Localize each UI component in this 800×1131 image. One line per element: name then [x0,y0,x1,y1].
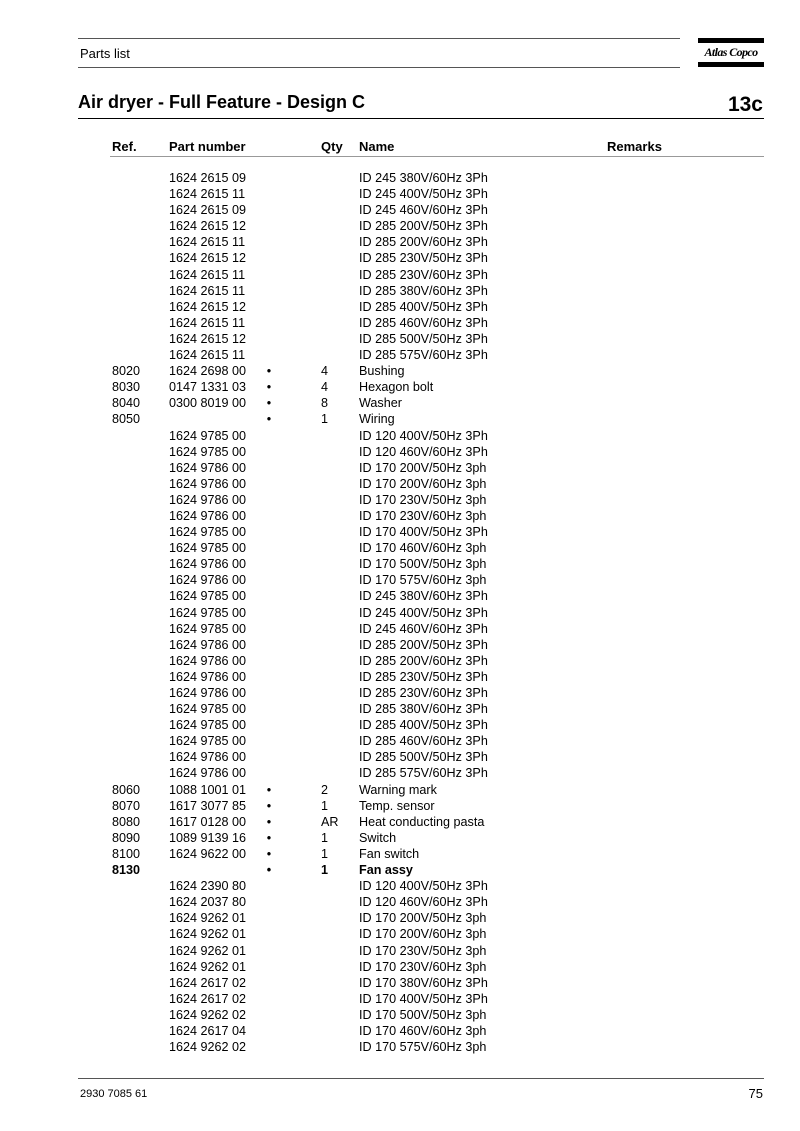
table-row [0,588,800,604]
part-number-cell: 1624 9786 00 [169,686,247,700]
table-row [0,926,800,942]
name-cell: Warning mark [359,782,437,797]
logo-bottom-bar [698,62,764,67]
qty-cell: 1 [321,798,329,813]
part-number-cell: 1088 1001 01 [169,782,247,797]
name-cell: Temp. sensor [359,798,435,813]
name-cell: ID 170 400V/50Hz 3Ph [359,991,488,1006]
ref-cell: 8020 [112,364,141,379]
table-row [0,234,800,250]
header-bottom-rule [78,67,680,68]
part-number-cell: 1624 9785 00 [169,734,247,749]
part-number-cell: 1624 2698 00 [169,364,247,379]
ref-cell: 8030 [112,380,141,395]
table-row [0,910,800,926]
name-cell: ID 170 575V/60Hz 3ph [359,573,487,588]
table-row [0,733,800,749]
part-number-cell: 1624 9786 00 [169,573,247,588]
name-cell: Washer [359,396,402,411]
name-cell: ID 170 200V/50Hz 3ph [359,460,487,475]
name-cell: ID 170 500V/50Hz 3ph [359,1007,487,1022]
name-cell: ID 245 460V/60Hz 3Ph [359,203,488,218]
part-number-cell: 1624 9785 00 [169,605,247,620]
ref-cell: 8060 [112,782,141,797]
part-number-cell: 1624 9785 00 [169,718,247,733]
bullet-marker: • [266,380,272,395]
table-row [0,444,800,460]
name-cell: Fan switch [359,846,420,861]
table-row [0,186,800,202]
table-row [0,975,800,991]
name-cell: ID 170 230V/60Hz 3ph [359,959,487,974]
table-row [0,814,800,830]
part-number-cell: 1624 9785 00 [169,525,247,540]
table-row [0,411,800,427]
table-row [0,637,800,653]
table-row [0,508,800,524]
part-number-cell: 1624 9622 00 [169,846,247,861]
table-row [0,894,800,910]
name-cell: ID 120 460V/60Hz 3Ph [359,444,488,459]
table-row [0,621,800,637]
bullet-marker: • [266,814,272,829]
name-cell: ID 285 200V/50Hz 3Ph [359,219,488,234]
part-number-cell: 1624 2615 09 [169,171,247,185]
table-row [0,460,800,476]
part-number-cell: 1624 2615 12 [169,331,247,346]
part-number-cell: 1624 2615 12 [169,299,247,314]
qty-cell: 4 [321,364,329,379]
table-row [0,395,800,411]
table-row [0,846,800,862]
section-number: 13c [727,93,763,116]
qty-cell: 1 [321,412,329,427]
table-row [0,218,800,234]
table-row [0,798,800,814]
table-row [0,476,800,492]
part-number-cell: 1624 2615 11 [169,283,246,298]
name-cell: ID 170 575V/60Hz 3ph [359,1040,487,1055]
name-cell: ID 170 460V/60Hz 3ph [359,1023,487,1038]
name-cell: ID 285 230V/60Hz 3Ph [359,267,488,282]
name-cell: ID 285 200V/60Hz 3Ph [359,235,488,250]
col-name-header: Name [359,139,395,154]
name-cell: ID 285 230V/60Hz 3Ph [359,686,488,700]
table-row [0,749,800,765]
name-cell: ID 120 400V/50Hz 3Ph [359,428,488,443]
name-cell: ID 170 500V/50Hz 3ph [359,557,487,572]
name-cell: ID 285 400V/50Hz 3Ph [359,299,488,314]
part-number-cell: 1624 9786 00 [169,508,247,523]
page-title: Air dryer - Full Feature - Design C [78,92,366,112]
name-cell: ID 170 230V/60Hz 3ph [359,508,487,523]
table-row [0,1023,800,1039]
part-number-cell: 1624 9786 00 [169,476,247,491]
header-label: Parts list [80,46,130,61]
qty-cell: AR [321,814,339,829]
part-number-cell: 1624 2615 11 [169,348,246,363]
part-number-cell: 1624 9786 00 [169,460,247,475]
qty-cell: 2 [321,782,329,797]
name-cell: ID 285 230V/50Hz 3Ph [359,251,488,266]
table-row [0,524,800,540]
part-number-cell: 1624 2615 12 [169,219,247,234]
table-row [0,878,800,894]
ref-cell: 8130 [112,863,141,878]
table-row [0,283,800,299]
table-row [0,379,800,395]
table-row [0,267,800,283]
bullet-marker: • [266,412,272,427]
column-header-rule [110,156,764,157]
bullet-marker: • [266,830,272,845]
part-number-cell: 1624 9786 00 [169,492,247,507]
part-number-cell: 1624 2617 02 [169,991,247,1006]
name-cell: ID 285 460V/60Hz 3Ph [359,734,488,749]
table-row [0,1007,800,1023]
ref-cell: 8050 [112,412,141,427]
table-row [0,717,800,733]
part-number-cell: 1624 9262 01 [169,927,247,942]
name-cell: ID 285 230V/50Hz 3Ph [359,669,488,684]
title-rule [78,118,764,119]
table-row [0,363,800,379]
name-cell: ID 245 400V/50Hz 3Ph [359,605,488,620]
table-row [0,428,800,444]
part-number-cell: 0147 1331 03 [169,380,247,395]
name-cell: ID 245 460V/60Hz 3Ph [359,621,488,636]
bullet-marker: • [266,846,272,861]
table-row [0,315,800,331]
ref-cell: 8040 [112,396,141,411]
qty-cell: 1 [321,863,329,878]
table-row [0,653,800,669]
part-number-cell: 1624 2615 09 [169,203,247,218]
part-number-cell: 1617 0128 00 [169,814,247,829]
part-number-cell: 1624 2615 11 [169,267,246,282]
table-row [0,556,800,572]
table-row [0,299,800,315]
part-number-cell: 1624 9786 00 [169,669,247,684]
part-number-cell: 1624 9262 02 [169,1040,247,1055]
table-row [0,331,800,347]
brand-logo [698,38,764,68]
part-number-cell: 1624 9785 00 [169,428,247,443]
name-cell: ID 170 400V/50Hz 3Ph [359,525,488,540]
name-cell: ID 245 380V/60Hz 3Ph [359,589,488,604]
qty-cell: 4 [321,380,329,395]
name-cell: ID 245 380V/60Hz 3Ph [359,171,488,185]
part-number-cell: 1624 2615 11 [169,187,246,202]
part-number-cell: 1624 2037 80 [169,895,247,910]
table-row [0,862,800,878]
page-number: 75 [748,1086,763,1101]
name-cell: ID 285 575V/60Hz 3Ph [359,348,488,363]
qty-cell: 8 [321,396,329,411]
part-number-cell: 1624 9262 01 [169,911,247,926]
name-cell: ID 170 200V/60Hz 3ph [359,476,487,491]
table-row [0,250,800,266]
col-part-number-header: Part number [169,139,246,154]
name-cell: ID 285 400V/50Hz 3Ph [359,718,488,733]
part-number-cell: 1624 9786 00 [169,637,247,652]
bullet-marker: • [266,798,272,813]
bullet-marker: • [266,863,272,878]
name-cell: Wiring [359,412,395,427]
name-cell: ID 285 460V/60Hz 3Ph [359,315,488,330]
name-cell: ID 170 460V/60Hz 3ph [359,541,487,556]
table-row [0,782,800,798]
bullet-marker: • [266,782,272,797]
qty-cell: 1 [321,830,329,845]
part-number-cell: 1624 9262 01 [169,959,247,974]
part-number-cell: 1624 9786 00 [169,766,247,781]
name-cell: ID 120 400V/50Hz 3Ph [359,879,488,894]
parts-table [0,170,800,1055]
table-row [0,685,800,701]
part-number-cell: 0300 8019 00 [169,396,247,411]
name-cell: ID 170 230V/50Hz 3ph [359,492,487,507]
name-cell: ID 170 230V/50Hz 3ph [359,943,487,958]
name-cell: Switch [359,830,397,845]
name-cell: ID 245 400V/50Hz 3Ph [359,187,488,202]
table-row [0,991,800,1007]
table-row [0,959,800,975]
name-cell: ID 285 200V/60Hz 3Ph [359,653,488,668]
header-top-rule [78,38,680,39]
footer-rule [78,1078,764,1079]
part-number-cell: 1624 9785 00 [169,541,247,556]
table-row [0,572,800,588]
col-qty-header: Qty [321,139,343,154]
part-number-cell: 1624 9785 00 [169,621,247,636]
col-remarks-header: Remarks [607,139,662,154]
logo-top-bar [698,38,764,43]
table-row [0,492,800,508]
part-number-cell: 1624 9785 00 [169,444,247,459]
table-row [0,701,800,717]
name-cell: ID 170 200V/60Hz 3ph [359,927,487,942]
part-number-cell: 1624 2615 12 [169,251,247,266]
table-row [0,669,800,685]
logo-text: Atlas Copco [704,45,758,59]
part-number-cell: 1624 2617 02 [169,975,247,990]
name-cell: ID 285 380V/60Hz 3Ph [359,283,488,298]
part-number-cell: 1624 9786 00 [169,653,247,668]
name-cell: ID 170 200V/50Hz 3ph [359,911,487,926]
ref-cell: 8090 [112,830,141,845]
part-number-cell: 1624 9262 02 [169,1007,247,1022]
col-ref-header: Ref. [112,139,137,154]
part-number-cell: 1624 2390 80 [169,879,247,894]
qty-cell: 1 [321,846,329,861]
name-cell: ID 285 200V/50Hz 3Ph [359,637,488,652]
bullet-marker: • [266,364,272,379]
part-number-cell: 1624 9786 00 [169,557,247,572]
part-number-cell: 1617 3077 85 [169,798,247,813]
ref-cell: 8070 [112,798,141,813]
part-number-cell: 1624 2617 04 [169,1023,247,1038]
part-number-cell: 1624 9785 00 [169,702,247,717]
table-row [0,605,800,621]
document-number: 2930 7085 61 [80,1088,148,1100]
table-row [0,765,800,781]
name-cell: Heat conducting pasta [359,814,485,829]
part-number-cell: 1624 9785 00 [169,589,247,604]
name-cell: ID 170 380V/60Hz 3Ph [359,975,488,990]
name-cell: ID 285 380V/60Hz 3Ph [359,702,488,717]
table-row [0,830,800,846]
name-cell: ID 285 500V/50Hz 3Ph [359,750,488,765]
part-number-cell: 1624 9262 01 [169,943,247,958]
table-row [0,347,800,363]
name-cell: Bushing [359,364,405,379]
name-cell: Fan assy [359,863,413,878]
name-cell: ID 285 500V/50Hz 3Ph [359,331,488,346]
ref-cell: 8100 [112,846,141,861]
name-cell: ID 285 575V/60Hz 3Ph [359,766,488,781]
part-number-cell: 1624 2615 11 [169,315,246,330]
table-row [0,1039,800,1055]
ref-cell: 8080 [112,814,141,829]
part-number-cell: 1624 2615 11 [169,235,246,250]
name-cell: ID 120 460V/60Hz 3Ph [359,895,488,910]
table-row [0,170,800,186]
table-row [0,943,800,959]
table-row [0,540,800,556]
part-number-cell: 1089 9139 16 [169,830,247,845]
bullet-marker: • [266,396,272,411]
table-row [0,202,800,218]
part-number-cell: 1624 9786 00 [169,750,247,765]
name-cell: Hexagon bolt [359,380,434,395]
